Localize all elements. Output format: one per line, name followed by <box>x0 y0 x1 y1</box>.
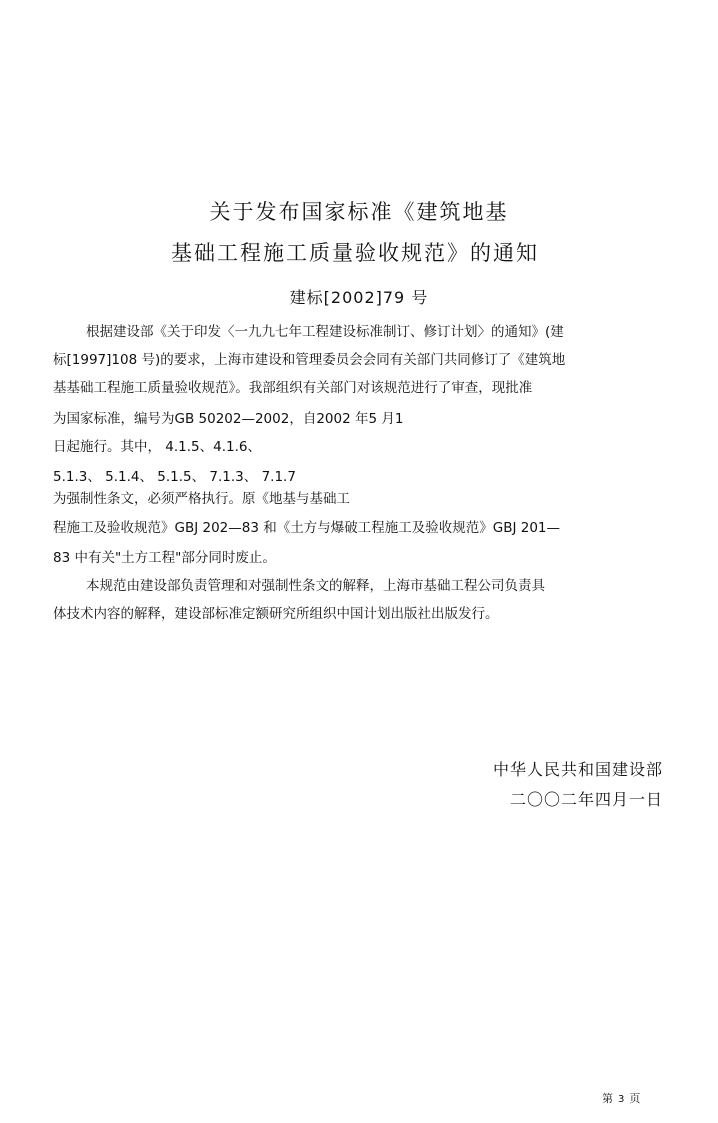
body-line: 标[1997]108 号)的要求，上海市建设和管理委员会会同有关部门共同修订了《建筑地 <box>53 352 566 368</box>
title-line-1: 关于发布国家标准《建筑地基 <box>209 200 509 224</box>
page-number <box>602 1090 640 1106</box>
body-line: 程施工及验收规范》GBJ 202—83 和《土方与爆破工程施工及验收规范》GBJ 201— <box>53 520 560 536</box>
document-number: 建标[2002]79 号 <box>289 288 429 307</box>
page-number-prefix: 第 <box>602 1092 613 1105</box>
body-line: 为强制性条文，必须严格执行。原《地基与基础工 <box>53 491 350 507</box>
title-line-2: 基础工程施工质量验收规范》的通知 <box>171 241 539 265</box>
body-line: 为国家标准，编号为GB 50202—2002，自2002 年5 月1 <box>53 411 404 427</box>
body-line: 5.1.3、 5.1.4、 5.1.5、 7.1.3、 7.1.7 <box>53 469 296 485</box>
body-line: 基基础工程施工质量验收规范》。我部组织有关部门对该规范进行了审查，现批准 <box>53 380 533 396</box>
body-line: 本规范由建设部负责管理和对强制性条文的解释，上海市基础工程公司负责具 <box>86 578 545 594</box>
body-line: 日起施行。其中， 4.1.5、4.1.6、 <box>53 439 261 455</box>
page-number-suffix: 页 <box>629 1092 641 1105</box>
body-line: 根据建设部《关于印发〈一九九七年工程建设标准制订、修订计划〉的通知》(建 <box>86 324 564 340</box>
body-line: 体技术内容的解释，建设部标准定额研究所组织中国计划出版社出版发行。 <box>53 606 499 622</box>
issuer-signature: 中华人民共和国建设部 <box>492 760 663 779</box>
issue-date: 二〇〇二年四月一日 <box>509 790 663 809</box>
body-line: 83 中有关"土方工程"部分同时废止。 <box>53 550 276 566</box>
page-number-value: 3 <box>618 1094 625 1105</box>
